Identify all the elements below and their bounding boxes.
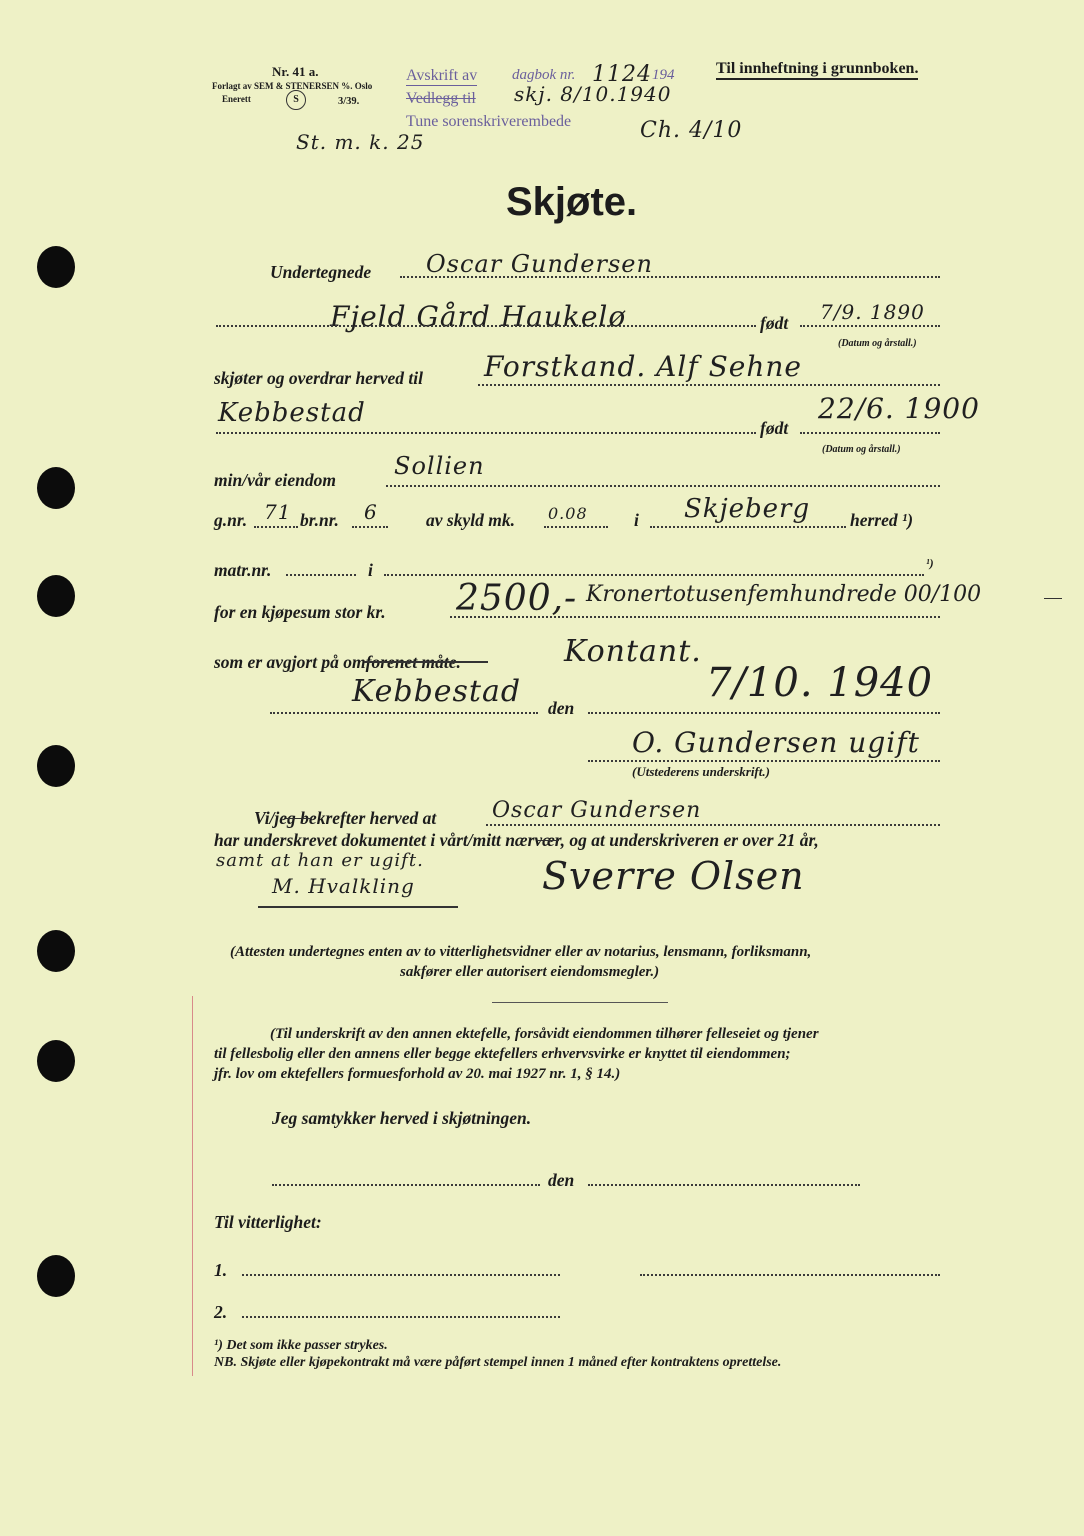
stamp-court: Tune sorenskriverembede xyxy=(406,113,572,130)
court-note: Ch. 4/10 xyxy=(640,118,743,143)
publisher-code: 3/39. xyxy=(338,96,360,107)
place-value: Kebbestad xyxy=(352,674,522,709)
dotted-line xyxy=(544,526,608,528)
undertegnede-value: Oscar Gundersen xyxy=(426,250,653,278)
grunnbok-label: Til innheftning i grunnboken. xyxy=(716,60,918,80)
dotted-line xyxy=(478,384,940,386)
herred-label: herred ¹) xyxy=(850,510,914,530)
publisher-line: Forlagt av SEM & STENERSEN %. Oslo xyxy=(212,81,373,91)
address-value: Fjeld Gård Haukelø xyxy=(330,300,627,333)
fodt-label-2: født xyxy=(760,418,789,438)
dotted-line xyxy=(650,526,846,528)
footnote: ¹) Det som ikke passer strykes. xyxy=(214,1338,388,1353)
matr-label: matr.nr. xyxy=(214,560,272,580)
dotted-line xyxy=(588,1184,860,1186)
dotted-line xyxy=(450,616,940,618)
brnr-label: br.nr. xyxy=(300,510,339,530)
dotted-line xyxy=(254,526,298,528)
til-vitterlighet: Til vitterlighet: xyxy=(214,1212,322,1232)
witness-number-2: 2. xyxy=(214,1302,228,1322)
stamp-avskrift: Avskrift av xyxy=(406,67,478,84)
gnr-value: 71 xyxy=(264,500,292,524)
fodt-value: 7/9. 1890 xyxy=(820,300,925,324)
spouse-consent: Jeg samtykker herved i skjøtningen. xyxy=(272,1108,532,1128)
witness-note-1: (Attesten undertegnes enten av to vitterlighetsvidner eller av notarius, lensmann, forliksmann, xyxy=(230,944,812,960)
buyer-address: Kebbestad xyxy=(218,398,366,428)
nb-note: NB. Skjøte eller kjøpekontrakt må være påført stempel innen 1 måned efter kontraktens oprettelse. xyxy=(214,1355,782,1370)
punch-hole xyxy=(37,467,75,509)
strike-line xyxy=(537,840,559,841)
dotted-line xyxy=(270,712,538,714)
stamp-dagbok: dagbok nr. xyxy=(512,67,576,83)
witness-name: Oscar Gundersen xyxy=(492,798,702,823)
dotted-line xyxy=(216,432,756,434)
signature-caption: (Utstederens underskrift.) xyxy=(632,764,770,779)
kjopesum-words: Kronertotusenfemhundrede 00/100 xyxy=(586,582,982,607)
form-number: Nr. 41 a. xyxy=(272,64,319,79)
publisher-enerett: Enerett xyxy=(222,94,251,104)
skyld-label: av skyld mk. xyxy=(426,510,515,530)
eiendom-label: min/vår eiendom xyxy=(214,470,337,490)
stamp-year: 194 xyxy=(652,67,675,83)
dotted-line xyxy=(400,276,940,278)
page-title: Skjøte. xyxy=(506,180,638,224)
spouse-den-label: den xyxy=(548,1170,575,1190)
punch-hole xyxy=(37,930,75,972)
herred-value: Skjeberg xyxy=(684,494,811,524)
dotted-line xyxy=(800,432,940,434)
den-label: den xyxy=(548,698,575,718)
punch-hole xyxy=(37,246,75,288)
dotted-line xyxy=(386,485,940,487)
punch-hole xyxy=(37,1040,75,1082)
strike-line xyxy=(1044,598,1062,599)
kjopesum-value: 2500,- xyxy=(456,578,578,619)
witness-signature-1: M. Hvalkling xyxy=(272,874,415,898)
seller-signature: O. Gundersen ugift xyxy=(632,726,920,759)
dotted-line xyxy=(242,1316,560,1318)
spouse-para-3: jfr. lov om ektefellers formuesforhold av 20. mai 1927 nr. 1, § 14.) xyxy=(214,1066,621,1082)
punch-hole xyxy=(37,1255,75,1297)
top-left-note: St. m. k. 25 xyxy=(296,130,425,154)
witness-number-1: 1. xyxy=(214,1260,228,1280)
witness-line-3: samt at han er ugift. xyxy=(216,850,424,871)
strike-line xyxy=(286,818,312,819)
datum-label: (Datum og årstall.) xyxy=(838,338,917,349)
i-label: i xyxy=(634,510,639,530)
buyer-value: Forstkand. Alf Sehne xyxy=(484,350,803,383)
signature-line xyxy=(258,906,458,908)
avgjort-label: som er avgjort på omforenet måte. xyxy=(214,652,461,672)
stamp-skjote-date: skj. 8/10.1940 xyxy=(514,82,672,106)
dotted-line xyxy=(384,574,924,576)
publisher-logo: S xyxy=(286,90,306,110)
dagbok-number: 1124 xyxy=(592,62,652,87)
fodt-value-2: 22/6. 1900 xyxy=(818,392,980,425)
dotted-line xyxy=(486,824,940,826)
dotted-line xyxy=(800,325,940,327)
date-value: 7/10. 1940 xyxy=(706,660,934,706)
fodt-label: født xyxy=(760,313,789,333)
skjoter-label: skjøter og overdrar herved til xyxy=(214,368,424,388)
dotted-line xyxy=(242,1274,560,1276)
matr-i-label: i xyxy=(368,560,373,580)
spouse-para-1: (Til underskrift av den annen ektefelle, forsåvidt eiendommen tilhører felleseiet og tjener xyxy=(270,1026,819,1042)
dotted-line xyxy=(640,1274,940,1276)
dotted-line xyxy=(352,526,388,528)
matr-note: ¹) xyxy=(926,556,934,570)
datum-label-2: (Datum og årstall.) xyxy=(822,444,901,455)
brnr-value: 6 xyxy=(364,500,378,524)
undertegnede-label: Undertegnede xyxy=(270,262,372,282)
eiendom-value: Sollien xyxy=(394,452,485,480)
witness-note-2: sakfører eller autorisert eiendomsmegler.) xyxy=(400,964,660,980)
kjopesum-label: for en kjøpesum stor kr. xyxy=(214,602,386,622)
dotted-line xyxy=(588,712,940,714)
spouse-para-2: til fellesbolig eller den annens eller begge ektefellers erhvervsvirke er knyttet til eiendommen; xyxy=(214,1046,791,1062)
margin-line xyxy=(192,996,193,1376)
gnr-label: g.nr. xyxy=(214,510,248,530)
witness-signature-2: Sverre Olsen xyxy=(542,854,805,898)
dotted-line xyxy=(272,1184,540,1186)
skyld-value: 0.08 xyxy=(548,504,588,523)
witness-line-1: Vi/jeg bekrefter herved at xyxy=(254,808,437,828)
avgjort-value: Kontant. xyxy=(564,634,702,669)
witness-line-2: har underskrevet dokumentet i vårt/mitt nærvær, og at underskriveren er over 21 år, xyxy=(214,830,819,850)
dotted-line xyxy=(588,760,940,762)
punch-hole xyxy=(37,745,75,787)
stamp-vedlegg: Vedlegg til xyxy=(406,90,476,107)
strike-line xyxy=(364,661,488,663)
punch-hole xyxy=(37,575,75,617)
dotted-line xyxy=(216,325,756,327)
section-divider xyxy=(492,1002,668,1003)
dotted-line xyxy=(286,574,356,576)
